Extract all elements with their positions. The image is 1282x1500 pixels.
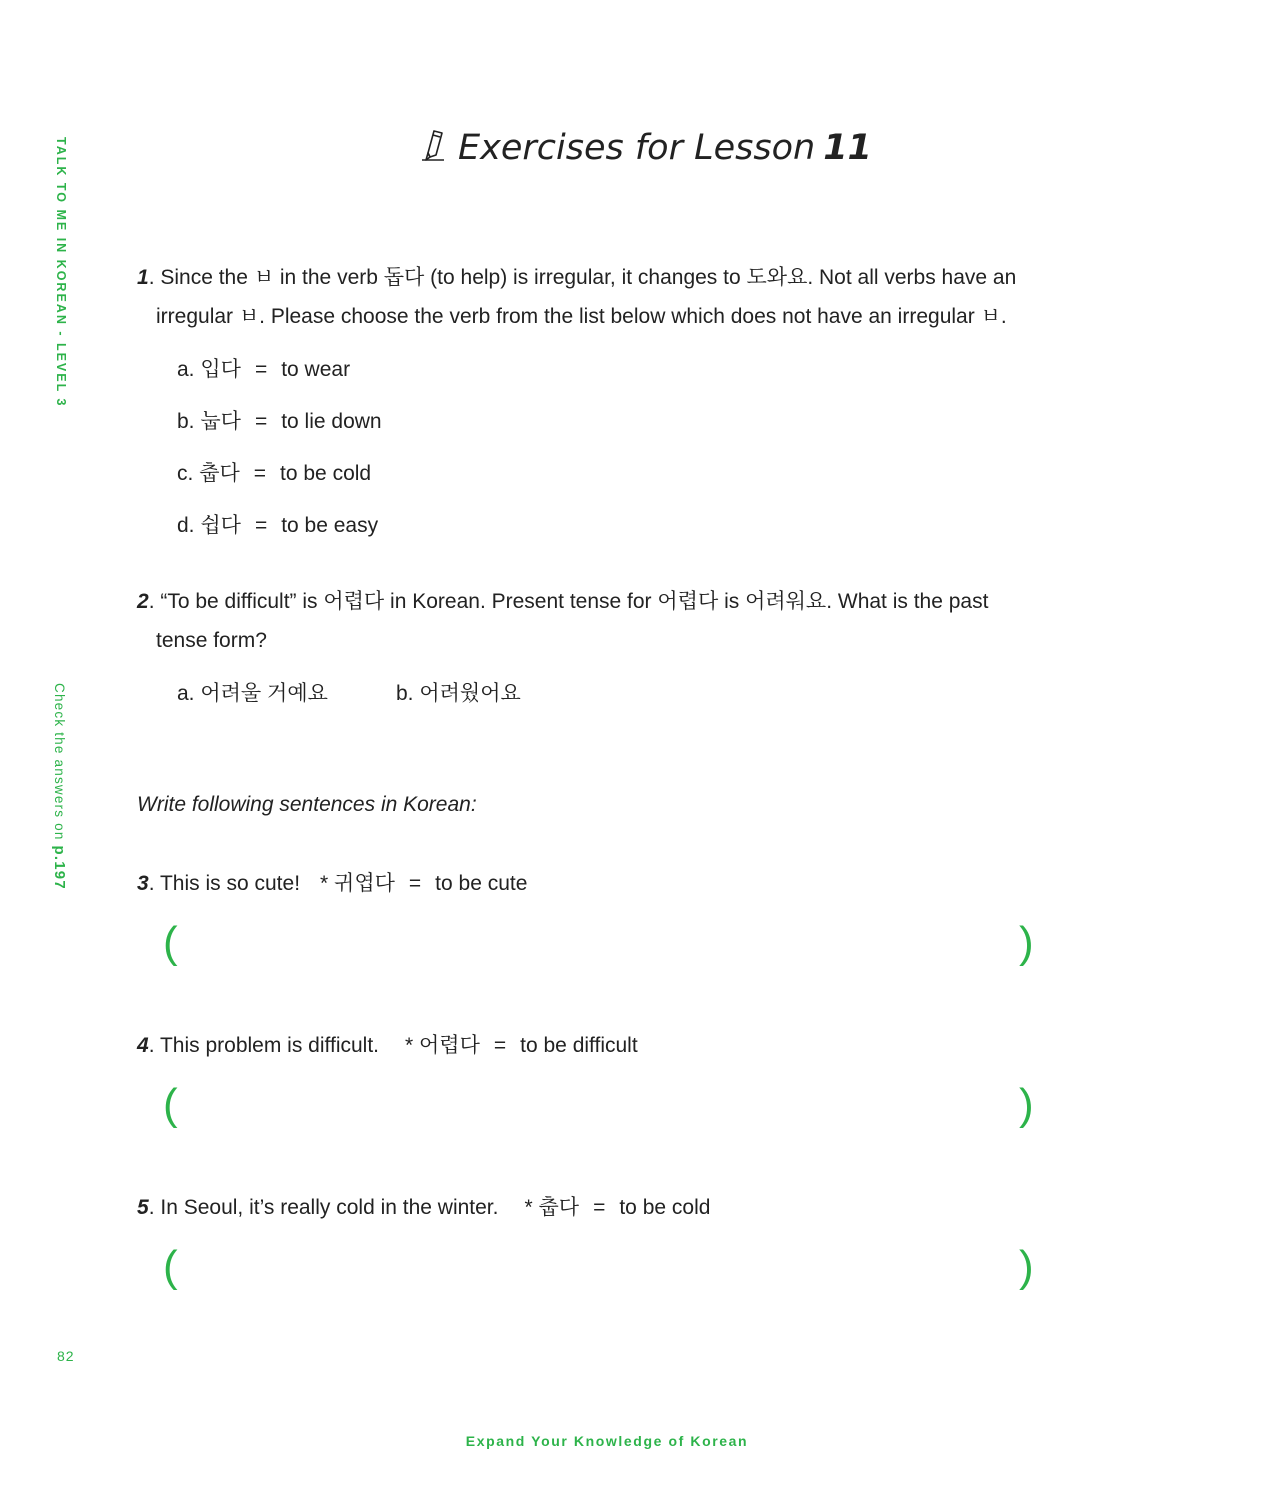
q2-option-b: b. 어려웠어요: [396, 682, 521, 705]
option-letter: a.: [177, 358, 195, 381]
question-4-text: . This problem is difficult.: [148, 1034, 380, 1057]
page-title: [420, 128, 872, 172]
question-5-equals: =: [593, 1196, 606, 1219]
question-5-number: 5: [137, 1196, 149, 1219]
question-1-text: . Since the ㅂ in the verb 돕다 (to help) is irregular, it changes to 도와요. Not all verbs have an: [148, 266, 1017, 289]
option-letter: c.: [177, 462, 194, 485]
q1-option-a: [177, 353, 350, 383]
page-number: 82: [57, 1348, 75, 1364]
title-text: Exercises for Lesson: [458, 128, 816, 168]
pencil-icon: [420, 129, 448, 172]
answers-reference-text: Check the answers on: [52, 683, 67, 846]
lesson-number: 11: [823, 128, 872, 168]
instruction-text: Write following sentences in Korean:: [137, 793, 477, 816]
question-4-meaning: to be difficult: [520, 1034, 638, 1057]
question-3: [137, 864, 527, 903]
option-equals: =: [253, 462, 267, 485]
q1-option-d: [177, 509, 378, 539]
question-2: [137, 582, 988, 660]
option-korean: 눕다: [200, 410, 241, 433]
question-2-number: 2: [137, 590, 149, 613]
option-korean: 춥다: [199, 462, 240, 485]
option-english: to wear: [281, 358, 351, 381]
question-1-line-2: irregular ㅂ. Please choose the verb from the list below which does not have an irregular ㅂ.: [156, 305, 1007, 328]
question-3-meaning: to be cute: [435, 872, 528, 895]
question-3-hint: * 귀엽다: [320, 872, 395, 895]
question-4-hint: * 어렵다: [405, 1034, 480, 1057]
option-korean: 입다: [200, 358, 241, 381]
question-4: [137, 1026, 638, 1065]
option-equals: =: [254, 514, 268, 537]
q1-option-c: [177, 457, 371, 487]
answer-5-close-paren: ): [1019, 1242, 1034, 1291]
answer-5-open-paren: (: [163, 1242, 178, 1291]
answer-3-close-paren: ): [1019, 918, 1034, 967]
question-5: [137, 1188, 710, 1227]
question-1: [137, 258, 1016, 336]
answer-4-open-paren: (: [163, 1080, 178, 1129]
answer-4-close-paren: ): [1019, 1080, 1034, 1129]
option-equals: =: [254, 358, 268, 381]
answer-3-open-paren: (: [163, 918, 178, 967]
q2-option-a: a. 어려울 거예요: [177, 682, 328, 705]
option-letter: b.: [177, 410, 195, 433]
question-2-line-2: tense form?: [156, 629, 267, 652]
answers-page-link: p.197: [51, 845, 68, 890]
question-5-hint: * 춥다: [524, 1196, 580, 1219]
question-4-number: 4: [137, 1034, 149, 1057]
option-letter: d.: [177, 514, 195, 537]
series-sidebar-label: TALK TO ME IN KOREAN - LEVEL 3: [54, 137, 68, 408]
question-1-line-1: [137, 258, 1016, 297]
option-korean: 쉽다: [200, 514, 241, 537]
option-english: to lie down: [281, 410, 382, 433]
option-english: to be cold: [280, 462, 372, 485]
question-3-text: . This is so cute!: [148, 872, 301, 895]
question-2-line-1: [137, 582, 988, 621]
question-5-meaning: to be cold: [619, 1196, 711, 1219]
question-1-number: 1: [137, 266, 149, 289]
question-3-equals: =: [408, 872, 422, 895]
question-4-equals: =: [493, 1034, 507, 1057]
page-footer: Expand Your Knowledge of Korean: [465, 1433, 749, 1449]
q1-option-b: [177, 405, 382, 435]
option-english: to be easy: [281, 514, 379, 537]
question-3-number: 3: [137, 872, 149, 895]
question-5-text: . In Seoul, it’s really cold in the winter.: [148, 1196, 499, 1219]
question-2-text: . “To be difficult” is 어렵다 in Korean. Present tense for 어렵다 is 어려워요. What is the past: [148, 590, 989, 613]
answers-reference: [51, 683, 68, 890]
option-equals: =: [254, 410, 268, 433]
